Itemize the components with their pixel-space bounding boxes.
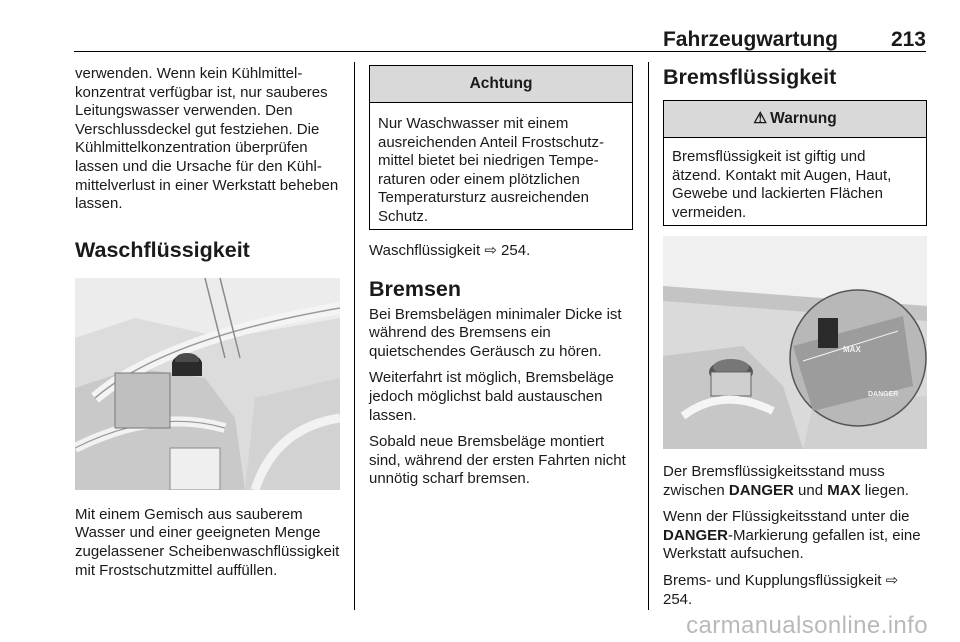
max-marking: MAX — [843, 345, 861, 354]
danger-keyword: DANGER — [728, 481, 794, 499]
caution-text: Nur Waschwasser mit einem ausreichenden Anteil Frostschutzmittel bietet bei niedrigen Temperaturen oder einem plötzlichen Temperatursturz ausreichenden Schutz. — [378, 115, 604, 225]
danger-marking: DANGER — [868, 391, 899, 398]
brake-fluid-figure — [663, 236, 927, 449]
page-header — [74, 22, 926, 52]
washer-fluid-figure — [75, 278, 340, 490]
brakes-paragraph-3: Sobald neue Bremsbeläge montiert sind, während der ersten Fahrten nicht unnötig scharf bremsen. — [369, 433, 626, 488]
coolant-paragraph: verwenden. Wenn kein Kühlmittelkonzentrat verfügbar ist, nur sauberes Leitungswasser verwenden. Den Verschlussdeckel gut festziehen. Die Kühlmittelkonzentration überprüfen lassen und die Ursache für den Kühlmittelverlust in einer Werkstatt beheben lassen. — [75, 65, 339, 213]
brakes-paragraph-2: Weiterfahrt ist möglich, Bremsbeläge jedoch möglichst bald austauschen lassen. — [369, 369, 614, 424]
section-title: Fahrzeugwartung — [662, 28, 838, 51]
page-number: 213 — [890, 28, 926, 51]
watermark: carmanualsonline.info — [686, 612, 928, 639]
washer-fluid-caption: Mit einem Gemisch aus sauberem Wasser und einer geeigneten Menge zugelassener Scheibenwaschflüssigkeit mit Frostschutzmittel auffüllen. — [75, 505, 340, 579]
caution-title: Achtung — [370, 66, 632, 103]
brakes-paragraph-1: Bei Bremsbelägen minimaler Dicke ist während des Bremsens ein quietschendes Geräusch zu hören. — [369, 305, 622, 360]
washer-reservoir-illustration — [75, 278, 340, 490]
brakes-heading: Bremsen — [369, 276, 462, 301]
column-2 — [369, 65, 634, 497]
warning-icon: ⚠ — [753, 110, 768, 127]
warning-text: Bremsflüssigkeit ist giftig und ätzend. Kontakt mit Augen, Haut, Gewebe und lackierten Flächen vermeiden. — [672, 148, 892, 221]
warning-box — [663, 100, 927, 226]
caution-box — [369, 65, 633, 230]
column-1 — [75, 65, 340, 588]
brake-reservoir-illustration — [663, 236, 927, 449]
washer-fluid-heading: Waschflüssigkeit — [75, 237, 250, 262]
column-3 — [663, 65, 928, 617]
column-divider — [648, 62, 649, 610]
column-divider — [354, 62, 355, 610]
brake-fluid-level-paragraph: Der Bremsflüssigkeitsstand muss zwischen DANGER und MAX liegen. — [663, 463, 909, 499]
max-keyword: MAX — [827, 481, 861, 499]
danger-keyword: DANGER — [663, 526, 729, 544]
warning-header — [664, 101, 926, 138]
brake-fluid-heading: Bremsflüssigkeit — [663, 65, 837, 89]
header-rule — [74, 51, 926, 52]
warning-title: Warnung — [770, 110, 837, 127]
brake-fluid-low-paragraph: Wenn der Flüssigkeitsstand unter die DANGER-Markierung gefallen ist, eine Werkstatt aufsuchen. — [663, 508, 921, 563]
washer-fluid-reference: Waschflüssigkeit ⇨ 254. — [369, 242, 531, 259]
brake-clutch-fluid-reference: Brems- und Kupplungsflüssigkeit ⇨ 254. — [663, 571, 899, 608]
